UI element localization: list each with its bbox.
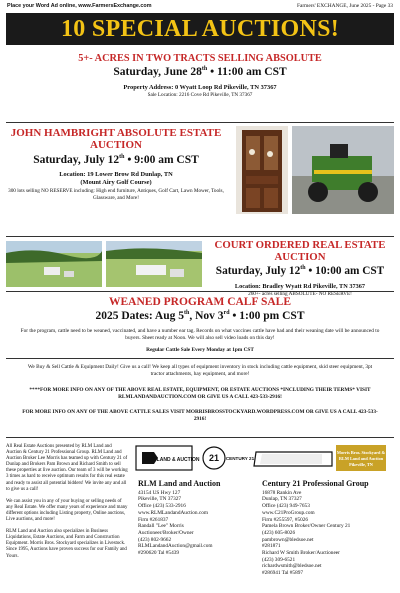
auction-2-description: 300 lots selling NO RESERVE including: High end furniture, Antiques, Golf Cart, Lawn Mower, Tools, Glassware, and More! <box>8 188 224 201</box>
auction-2-venue: (Mount Airy Golf Course) <box>80 179 152 186</box>
auction-1-date-main: Saturday, June 28 <box>113 66 202 78</box>
auction-3-date <box>206 265 394 277</box>
auction-3-title: COURT ORDERED REAL ESTATE AUCTION <box>214 239 386 263</box>
about-text <box>6 444 128 566</box>
tennessee-logo <box>254 452 332 466</box>
rlm-contact-line: Firm #261837 <box>138 516 169 523</box>
header-right: Farmers' EXCHANGE, June 2025 - Page 33 <box>296 3 393 9</box>
rlm-contact-line: 43154 US Hwy 127 <box>138 489 181 496</box>
c21-contact-line: Richard W Smith Broker/Auctioneer <box>262 550 340 557</box>
c21-contact-line: Firm #255597, #5026 <box>262 516 309 523</box>
century21-logo <box>203 447 255 469</box>
c21-contact-line: Pamela Brown Broker/Owner Century 21 <box>262 523 351 530</box>
c21-contact-line: #286941 Tal #5897 <box>262 570 304 577</box>
about-paragraph-1: All Real Estate Auctions presented by RLM Land and Auction & Century 21 Professional Group. RLM Land and Auction Broker Lee Morris has teamed up with Century 21 of Dunlap and Brokers Pam Brown and Richard Smith to sell these properties at live auction. Our team of 3 will be working 3 times as hard to receive optimum results for this real estate and ready to assist all potential bidders! We invite any and all to give us a call! <box>6 444 128 492</box>
c21-contact-line: Dunlap, TN 37327 <box>262 496 302 503</box>
rlm-logo <box>136 446 200 470</box>
auction-2 <box>6 124 394 236</box>
auction-1 <box>6 53 394 123</box>
auction-1-property: Property Address: 0 Wyatt Loop Rd Pikeville, TN 37367 <box>123 84 277 91</box>
auction-2-date-sup: th <box>119 154 125 161</box>
auction-2-date <box>6 154 226 166</box>
auction-2-title: JOHN HAMBRIGHT ABSOLUTE ESTATE AUCTION <box>10 127 222 151</box>
rlm-contact-line: Pikeville, TN 37327 <box>138 496 182 503</box>
c21-contact-line: (423) 309-6521 <box>262 556 296 563</box>
rlm-contact-line: (423) 802-9662 <box>138 536 172 543</box>
morris-bros-logo <box>336 445 386 471</box>
auction-4-description: For the program, cattle need to be weaned, vaccinated, and have a number ear tag. Records on what vaccines cattle have had and their weaning date will be announced to buyers. Sheet ready at Noon. We will also sell video loads on this day! <box>20 328 380 341</box>
about-paragraph-2: We can assist you in any of your buying or selling needs of any Real Estate. We offer many years of experience and many different options including Listing property, Online auctions, Live auctions, and more! <box>6 498 128 523</box>
page-header <box>7 3 393 12</box>
c21-contact-line: Office (423) 949-7653 <box>262 503 310 510</box>
rlm-contact <box>138 481 262 557</box>
buy-sell-text: We Buy & Sell Cattle & Equipment Daily! Give us a call! We keep all types of equipment inventory in stock including cattle equipment, skid steer equipment, 3pt tractor attachments, hay equipment, and more! <box>27 364 373 377</box>
c21-contact-line: richardwsmith@bledsoe.net <box>262 563 322 570</box>
rlm-contact-line: Randall "Lee" Morris <box>138 523 184 530</box>
auction-3-note: 260+- acres selling ABSOLUTE- NO RESERVE! <box>248 291 352 297</box>
c21-contact-line: www.C21ProGroup.com <box>262 509 315 516</box>
auction-3-text <box>206 239 394 297</box>
rlm-contact-title: RLM Land and Auction <box>138 479 221 488</box>
auction-3-date-time: • 10:00 am CST <box>305 265 385 277</box>
auction-1-headline: 5+- ACRES IN TWO TRACTS SELLING ABSOLUTE <box>78 53 322 64</box>
cabinet-photo <box>236 126 288 214</box>
auction-1-date-time: • 11:00 am CST <box>207 66 287 78</box>
info-section <box>6 358 394 438</box>
about-paragraph-3: RLM Land and Auction also specializes in Business Liquidations, Estate Auctions, and Farm and Construction Equipment. Morris Bros. Stockyard specializes in Livestock. Since 1995, Auctions have proven success for our Family and Yours. <box>6 529 127 559</box>
company-logos <box>132 444 388 472</box>
auction-2-date-main: Saturday, July 12 <box>33 154 120 166</box>
main-banner: 10 SPECIAL AUCTIONS! <box>6 13 394 45</box>
c21-contact-line: #281871 <box>262 543 281 550</box>
auction-1-date-sup: th <box>201 66 208 73</box>
svg-text:21: 21 <box>208 453 220 463</box>
auction-4-dates-sup1: th <box>184 310 190 317</box>
auction-2-date-time: • 9:00 am CST <box>124 154 199 166</box>
c21-contact-line: pambrown@bledsoe.net <box>262 536 314 543</box>
c21-contact-line: 16878 Rankin Ave <box>262 489 302 496</box>
auction-4-dates-main: 2025 Dates: Aug 5 <box>95 310 184 322</box>
more-info-auctions: ****FOR MORE INFO ON ANY OF THE ABOVE REAL ESTATE, EQUIPMENT, OR ESTATE AUCTIONS *INCLUDING THEIR TERMS* VISIT RLMLANDANDAUCTION.COM OR GIVE US A CALL 423-533-2916! <box>29 387 371 400</box>
c21-contact <box>262 481 392 577</box>
c21-logo-text: CENTURY 21 <box>225 456 255 461</box>
auction-4 <box>6 296 394 356</box>
auction-4-dates <box>6 310 394 322</box>
auction-4-dates-time: • 1:00 pm CST <box>229 310 305 322</box>
rlm-contact-line: Office (423) 533-2916 <box>138 503 186 510</box>
rlm-contact-line: #290620 Tal #5439 <box>138 550 180 557</box>
auction-4-dates-mid: , Nov 3 <box>189 310 224 322</box>
auction-4-regular: Regular Cattle Sale Every Monday at 1pm CST <box>146 347 254 353</box>
svg-text:Morris Bros. Stockyard &: Morris Bros. Stockyard & <box>336 450 386 455</box>
farm-aerial-photo-2 <box>106 241 202 287</box>
auction-1-date <box>6 66 394 78</box>
rlm-contact-line: RLMLandandAuction@gmail.com <box>138 543 213 550</box>
auction-3-location: Location: Bradley Wyatt Rd Pikeville, TN 37367 <box>234 283 366 290</box>
rlm-logo-text: RLM LAND & AUCTION <box>144 457 200 463</box>
rlm-contact-line: www.RLMLandandAuction.com <box>138 509 208 516</box>
auction-3-date-main: Saturday, July 12 <box>215 265 301 277</box>
more-info-cattle: FOR MORE INFO ON ANY OF THE ABOVE CATTLE SALES VISIT MORRISBROSSTOCKYARD.WORDPRESS.COM OR GIVE US A CALL 423-533-2916! <box>22 409 378 422</box>
header-left: Place your Word Ad online, www.FarmersExchange.com <box>7 3 152 9</box>
auction-1-sale-location: Sale Location: 2216 Cove Rd Pikeville, TN 37367 <box>147 92 253 98</box>
auction-2-text <box>6 124 226 202</box>
auction-3 <box>6 236 394 297</box>
auction-4-title: WEANED PROGRAM CALF SALE <box>109 296 291 308</box>
rlm-contact-line: Auctioneer/Broker/Owner <box>138 529 194 536</box>
lawn-mower-photo <box>292 126 394 214</box>
svg-text:RLM Land and Auction: RLM Land and Auction <box>338 456 384 461</box>
svg-text:Pikeville, TN: Pikeville, TN <box>349 462 373 467</box>
bottom-section <box>6 438 394 587</box>
farm-aerial-photo-1 <box>6 241 102 287</box>
c21-contact-line: (423) 605-8026 <box>262 529 296 536</box>
auction-2-location: Location: 19 Lower Brow Rd Dunlap, TN <box>59 171 173 178</box>
auction-4-dates-sup2: rd <box>223 310 230 317</box>
auction-3-date-sup: th <box>300 265 306 272</box>
c21-contact-title: Century 21 Professional Group <box>262 479 369 488</box>
